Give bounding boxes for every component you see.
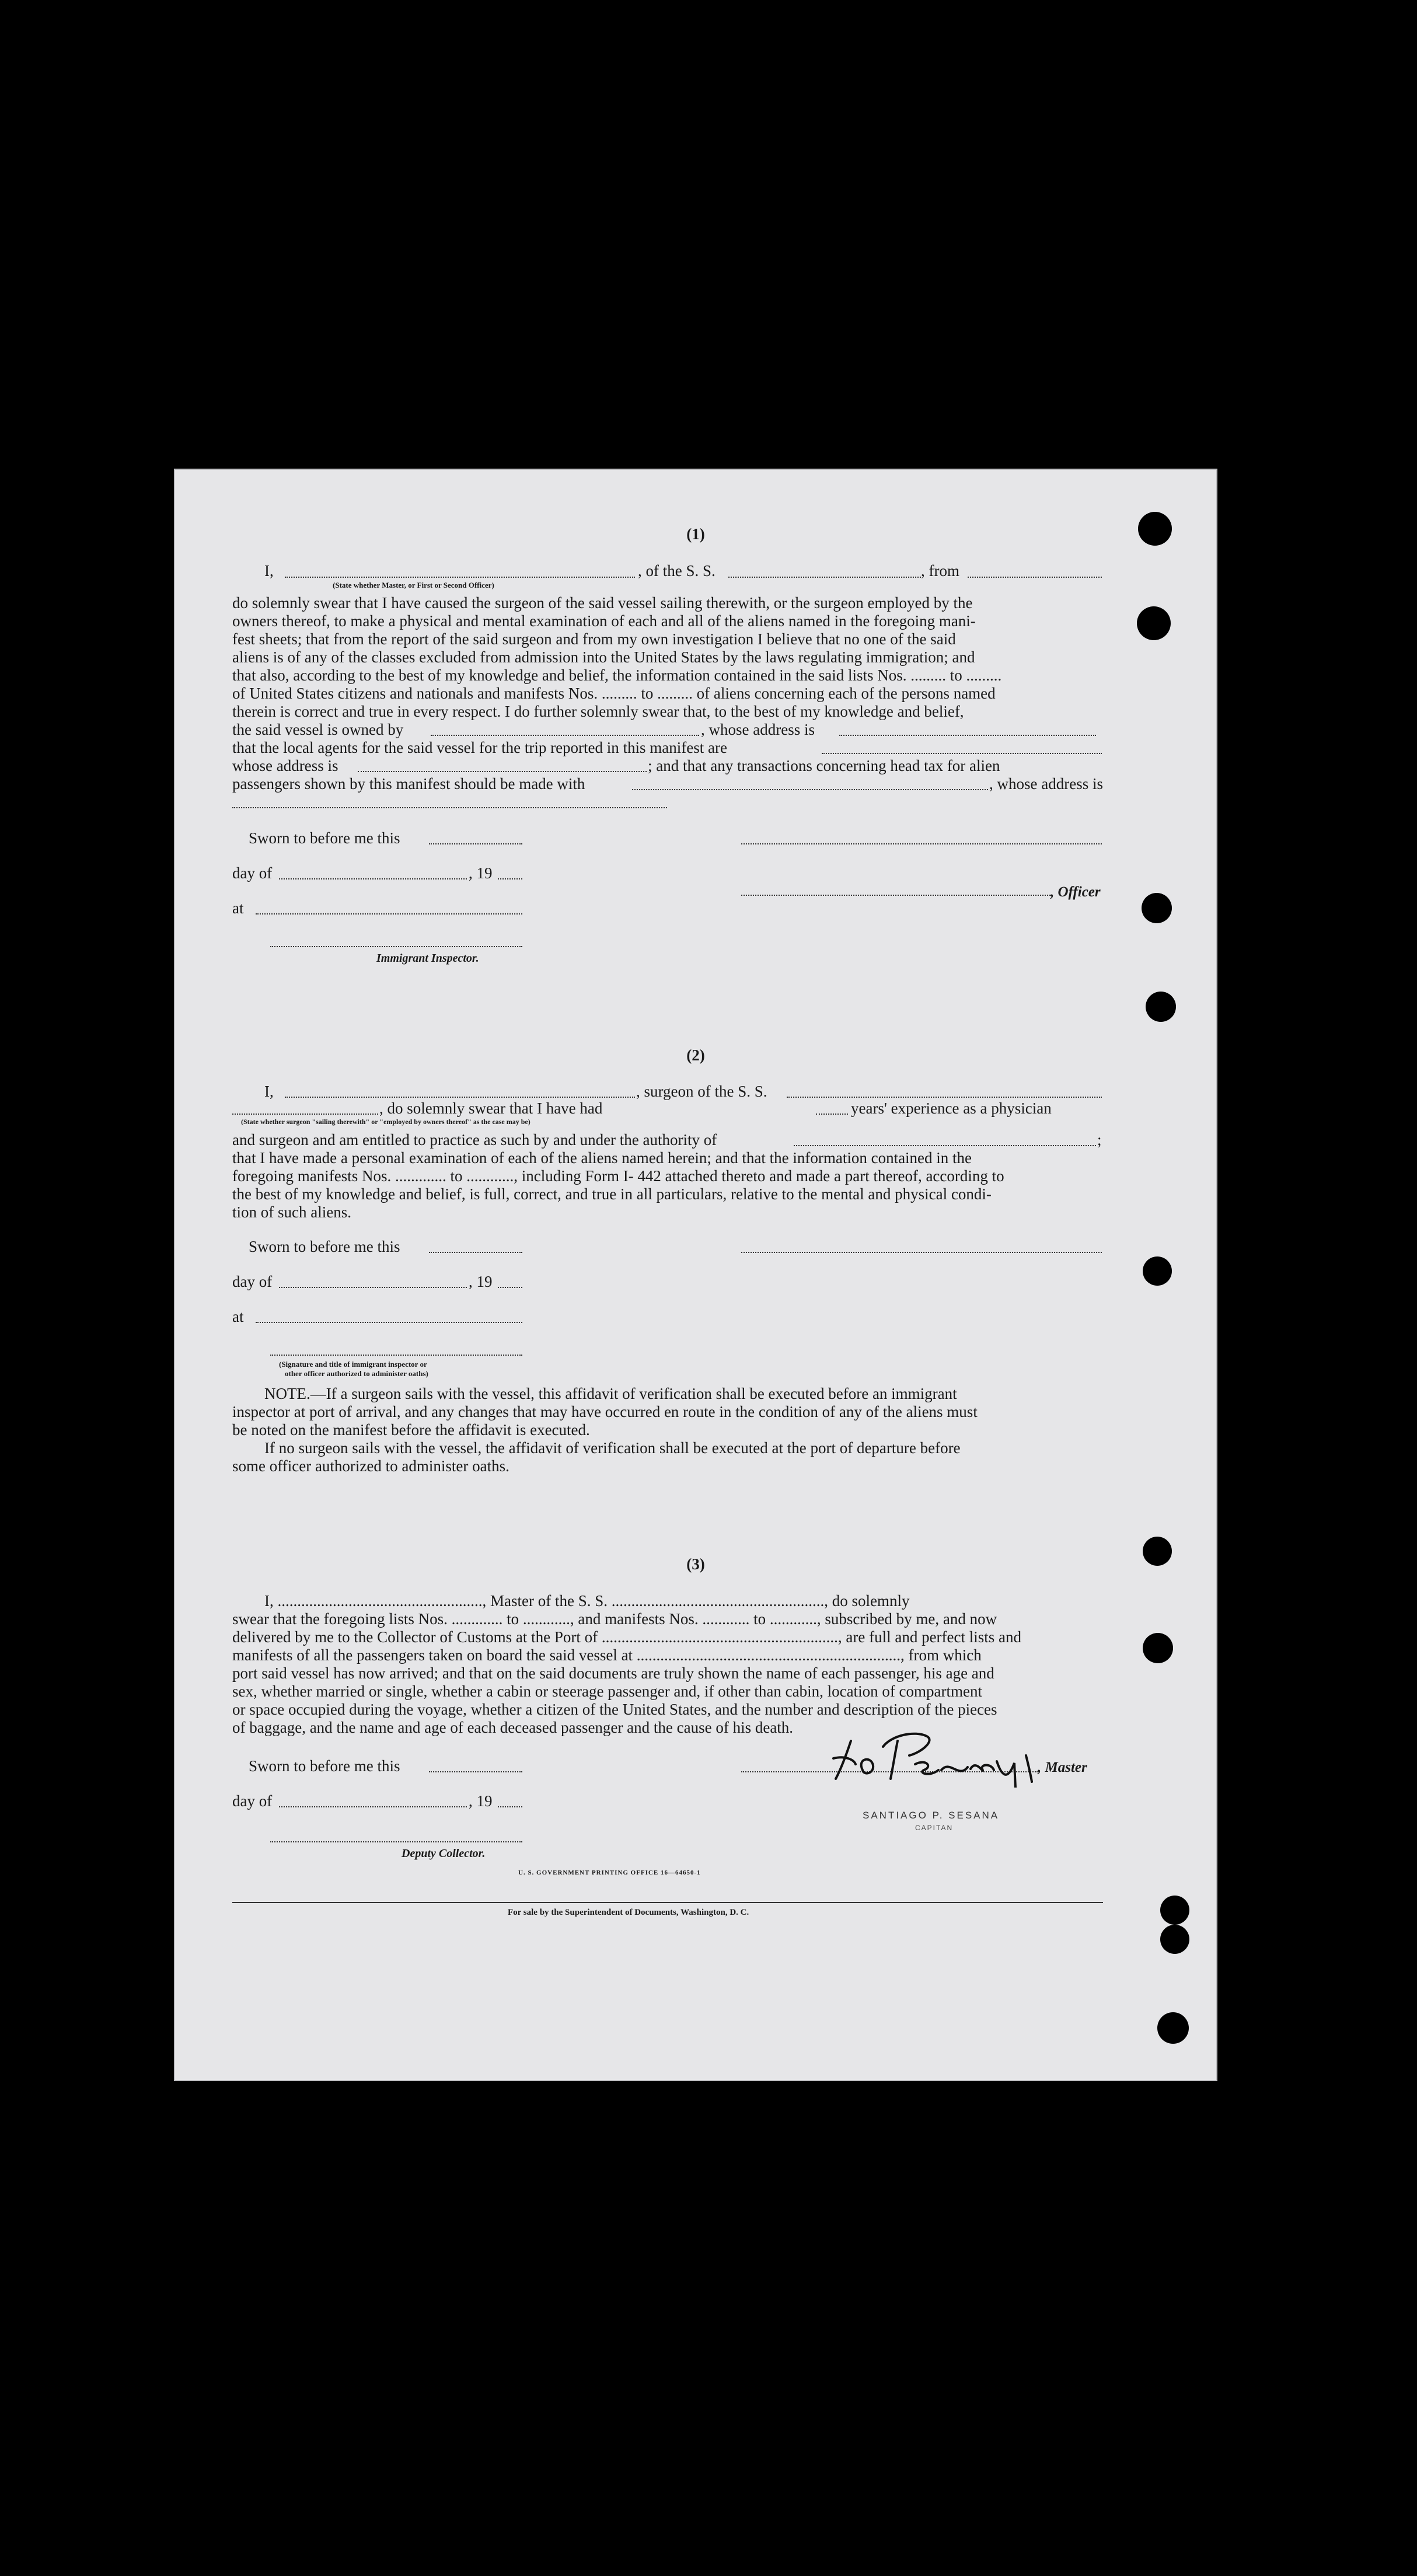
s1-passengers: passengers shown by this manifest should be made with xyxy=(232,775,585,793)
s2-sworn: Sworn to before me this xyxy=(249,1238,400,1255)
s2-i: I, xyxy=(264,1083,274,1100)
s2-at: at xyxy=(232,1308,244,1325)
s3-para-5: sex, whether married or single, whether a cabin or steerage passenger and, if other than cabin, location of compartment xyxy=(232,1683,983,1700)
s1-sworn: Sworn to before me this xyxy=(249,829,400,847)
s1-nineteen: , 19 xyxy=(469,864,493,882)
s1-officer-label: , Officer xyxy=(1050,884,1101,900)
s1-para-1: owners thereof, to make a physical and mental examination of each and all of the aliens named in the foregoing mani- xyxy=(232,612,976,630)
s1-whose-address: , whose address is xyxy=(701,721,815,738)
s3-day-of: day of xyxy=(232,1792,273,1810)
s1-from-blank xyxy=(968,577,1102,578)
gpo-imprint: U. S. GOVERNMENT PRINTING OFFICE 16—64650-1 xyxy=(518,1869,701,1876)
s2-surgeon-ss: , surgeon of the S. S. xyxy=(636,1083,767,1100)
footer-rule xyxy=(232,1902,1103,1903)
s3-deputy-blank xyxy=(270,1841,522,1842)
s2-para-0: and surgeon and am entitled to practice as such by and under the authority of xyxy=(232,1131,717,1149)
s1-tax-party-blank xyxy=(632,789,988,790)
s1-i: I, xyxy=(264,562,274,580)
s3-day-blank xyxy=(279,1806,467,1807)
s2-inspector-blank xyxy=(270,1355,522,1356)
punch-hole xyxy=(1142,893,1172,923)
s3-para-3: manifests of all the passengers taken on board the said vessel at ..................................................................., from which xyxy=(232,1646,982,1664)
s3-year-blank xyxy=(498,1806,522,1807)
s2-surgeon-note: (State whether surgeon "sailing therewith" or "employed by owners thereof" as the case may be) xyxy=(241,1118,530,1126)
s2-sig-note-2: other officer authorized to administer oaths) xyxy=(285,1369,428,1378)
s1-tax-address-blank xyxy=(232,807,667,808)
s1-para-4: that also, according to the best of my knowledge and belief, the information contained in the said lists Nos. ......... to ......... xyxy=(232,666,1002,684)
s2-note-0: NOTE.—If a surgeon sails with the vessel, this affidavit of verification shall be executed before an immigrant xyxy=(264,1385,957,1402)
s3-master-label: , Master xyxy=(1038,1760,1087,1775)
s1-agents-blank xyxy=(822,753,1102,754)
punch-hole xyxy=(1160,1896,1189,1925)
s1-owner-address-blank xyxy=(839,735,1096,736)
master-signature xyxy=(828,1723,1061,1788)
s1-at: at xyxy=(232,899,244,917)
s1-agents: that the local agents for the said vessel for the trip reported in this manifest are xyxy=(232,739,727,756)
s1-day-of: day of xyxy=(232,864,273,882)
manifest-page xyxy=(174,469,1217,2081)
s1-owner-blank xyxy=(431,735,699,736)
s1-year-blank xyxy=(498,878,522,879)
s2-note-3: If no surgeon sails with the vessel, the affidavit of verification shall be executed at the port of departure before xyxy=(264,1439,961,1457)
s2-vessel-blank xyxy=(787,1097,1102,1098)
s1-owned-by: the said vessel is owned by xyxy=(232,721,404,738)
punch-hole xyxy=(1137,606,1171,640)
s2-year-blank xyxy=(498,1287,522,1288)
s2-para-4: tion of such aliens. xyxy=(232,1203,351,1221)
s1-head-tax: ; and that any transactions concerning head tax for alien xyxy=(648,757,1000,774)
s1-para-3: aliens is of any of the classes excluded from admission into the United States by the laws regulating immigration; and xyxy=(232,648,975,666)
s1-inspector-label: Immigrant Inspector. xyxy=(376,952,479,965)
s1-whose-address-end: , whose address is xyxy=(989,775,1103,793)
s1-officer-blank xyxy=(285,577,635,578)
s1-para-5: of United States citizens and nationals and manifests Nos. ......... to ......... of aliens concerning each of the persons named xyxy=(232,685,996,702)
s2-para-3: the best of my knowledge and belief, is full, correct, and true in all particulars, relative to the mental and physical condi- xyxy=(232,1185,992,1203)
s3-sworn: Sworn to before me this xyxy=(249,1757,400,1775)
s2-note-1: inspector at port of arrival, and any changes that may have occurred en route in the condition of any of the aliens must xyxy=(232,1403,978,1420)
s2-day-of: day of xyxy=(232,1273,273,1290)
s2-sworn-blank xyxy=(429,1252,522,1253)
s1-para-6: therein is correct and true in every respect. I do further solemnly swear that, to the best of my knowledge and belief, xyxy=(232,703,964,720)
section-2-heading: (2) xyxy=(686,1046,705,1064)
s2-day-blank xyxy=(279,1287,467,1288)
footer-text: For sale by the Superintendent of Documents, Washington, D. C. xyxy=(508,1908,749,1917)
s2-nineteen: , 19 xyxy=(469,1273,493,1290)
s1-officer-signature-blank xyxy=(741,843,1102,844)
s2-para-1: that I have made a personal examination of each of the aliens named herein; and that the information contained in the xyxy=(232,1149,972,1167)
s2-authority-blank xyxy=(794,1145,1096,1146)
s3-nineteen: , 19 xyxy=(469,1792,493,1810)
s2-sig-note-1: (Signature and title of immigrant inspector or xyxy=(279,1360,427,1369)
s1-at-blank xyxy=(256,913,522,914)
s1-vessel-blank xyxy=(728,577,921,578)
s1-from: , from xyxy=(921,562,959,580)
s1-inspector-blank xyxy=(270,946,522,947)
s2-years-blank xyxy=(816,1114,848,1115)
s3-sworn-blank xyxy=(429,1771,522,1772)
s1-day-blank xyxy=(279,878,467,879)
s2-note-2: be noted on the manifest before the affidavit is executed. xyxy=(232,1421,590,1439)
s3-para-7: of baggage, and the name and age of each deceased passenger and the cause of his death. xyxy=(232,1719,794,1736)
section-3-heading: (3) xyxy=(686,1555,705,1573)
punch-hole xyxy=(1160,1925,1189,1954)
punch-hole xyxy=(1146,992,1176,1022)
s2-note-4: some officer authorized to administer oaths. xyxy=(232,1457,509,1475)
stamp-title: CAPITAN xyxy=(915,1824,954,1832)
s1-agents-address: whose address is xyxy=(232,757,338,774)
s1-officer-title-blank xyxy=(741,895,1050,896)
s2-years: years' experience as a physician xyxy=(851,1099,1052,1117)
s1-sworn-blank xyxy=(429,843,522,844)
punch-hole xyxy=(1143,1256,1172,1286)
s3-para-0: I, ...................................................., Master of the S. S. ......................................................, do solemnly xyxy=(264,1592,910,1610)
s2-signature-blank xyxy=(741,1252,1102,1253)
s3-para-1: swear that the foregoing lists Nos. ............. to ............, and manifests Nos. ............ to ............, subscribed by me, and now xyxy=(232,1610,997,1628)
s2-swear: , do solemnly swear that I have had xyxy=(379,1099,603,1117)
s1-officer-note: (State whether Master, or First or Second Officer) xyxy=(333,581,494,589)
s2-at-blank xyxy=(256,1322,522,1323)
s2-para-2: foregoing manifests Nos. ............. to ............, including Form I- 442 attached thereto and made a part thereof, according to xyxy=(232,1167,1004,1185)
s3-para-6: or space occupied during the voyage, whether a citizen of the United States, and the number and description of the pieces xyxy=(232,1701,997,1718)
s1-para-0: do solemnly swear that I have caused the surgeon of the said vessel sailing therewith, or the surgeon employed by the xyxy=(232,594,973,612)
punch-hole xyxy=(1157,2012,1189,2044)
punch-hole xyxy=(1138,512,1172,546)
s3-para-2: delivered by me to the Collector of Customs at the Port of ............................................................, are full and perfect lists and xyxy=(232,1628,1022,1646)
s3-para-4: port said vessel has now arrived; and that on the said documents are truly shown the name of each passenger, his age and xyxy=(232,1664,994,1682)
s2-semicolon: ; xyxy=(1097,1131,1102,1149)
section-1-heading: (1) xyxy=(686,525,705,543)
s3-deputy-label: Deputy Collector. xyxy=(402,1847,486,1860)
punch-hole xyxy=(1143,1537,1172,1566)
s2-name-blank xyxy=(285,1097,635,1098)
s1-of-ss: , of the S. S. xyxy=(638,562,716,580)
s1-agents-address-blank xyxy=(358,771,647,772)
stamp-name: SANTIAGO P. SESANA xyxy=(863,1810,1000,1821)
s1-para-2: fest sheets; that from the report of the said surgeon and from my own investigation I believe that no one of the said xyxy=(232,630,956,648)
punch-hole xyxy=(1143,1633,1173,1663)
s2-type-blank xyxy=(232,1114,378,1115)
